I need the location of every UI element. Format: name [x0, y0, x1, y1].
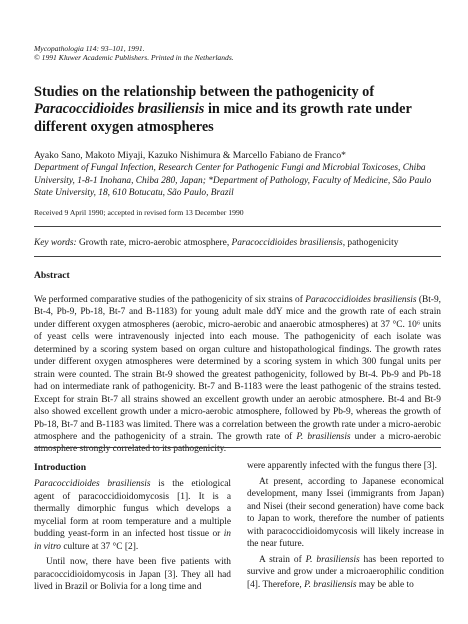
intro-paragraph: were apparently infected with the fungus there [3]. — [247, 461, 438, 471]
affiliation: Department of Fungal Infection, Research Center for Pathogenic Fungi and Microbial Toxicoses, Chiba University, 1-8-1 Inohana, Chiba 280, Japan; *Department of Pathology, Faculty of Medicine, São Paulo State University, 18, 610 Botucatu, São Paulo, Brazil — [34, 163, 432, 199]
keywords — [34, 238, 442, 249]
abstract-text: We performed comparative studies of the pathogenicity of six strains of — [34, 295, 306, 305]
abstract-heading: Abstract — [34, 270, 70, 281]
divider — [34, 226, 441, 227]
article-title — [34, 84, 444, 136]
keywords-species: Paracoccidioides brasiliensis — [231, 238, 343, 248]
keywords-label: Key words: — [34, 238, 77, 248]
author-list: Ayako Sano, Makoto Miyaji, Kazuko Nishimura & Marcello Fabiano de Franco* — [34, 150, 346, 161]
title-part-2: in mice and its growth rate under different oxygen atmospheres — [34, 101, 412, 135]
abstract-species: Paracoccidioides brasiliensis — [305, 295, 417, 305]
title-part-1: Studies on the relationship between the pathogenicity of — [34, 84, 375, 100]
keywords-text: Growth rate, micro-aerobic atmosphere, — [76, 238, 232, 248]
received-date: Received 9 April 1990; accepted in revised form 13 December 1990 — [34, 208, 244, 217]
abstract-body — [34, 294, 441, 456]
intro-text: has been reported to survive and grow under a microaerophilic condition [4]. Therefore, — [247, 554, 444, 590]
journal-reference — [34, 44, 234, 62]
intro-text: culture at 37 °C [2]. — [61, 541, 139, 552]
journal-citation: Mycopathologia 114: 93–101, 1991. — [34, 44, 145, 53]
intro-italic: in in vitro — [34, 529, 231, 552]
divider — [34, 447, 441, 448]
divider — [34, 256, 441, 257]
intro-text: is the etiological agent of paracoccidioidomycosis [1]. It is a thermally dimorphic fungus which develops a mycelial form at room temperature and a multiple budding yeast-form in an infected host tissue or — [34, 479, 231, 539]
intro-paragraph — [34, 478, 231, 553]
abstract-text: under a micro-aerobic atmosphere strongly correlated to its pathogenicity. — [34, 431, 441, 455]
intro-paragraph — [247, 554, 444, 592]
right-column — [247, 460, 444, 591]
intro-paragraph: Until now, there have been five patients with paracoccidioidomycosis in Japan [3]. They all had lived in Brazil or Bolivia for a long time and — [34, 557, 231, 592]
title-species: Paracoccidioides brasiliensis — [34, 101, 205, 118]
intro-text: may be able to — [356, 579, 414, 590]
intro-text: A strain of — [259, 554, 306, 565]
intro-paragraph: At present, according to Japanese economical development, many Issei (immigrants from Japan) and Nisei (their second generation) have come back to Japan to work, therefore the number of patients with paracoccidioidomycosis will likely increase in the near future. — [247, 476, 444, 549]
intro-species: Paracoccidioides brasiliensis — [34, 479, 151, 489]
copyright-line: © 1991 Kluwer Academic Publishers. Printed in the Netherlands. — [34, 53, 234, 62]
abstract-text: (Bt-9, Bt-4, Pb-9, Pb-18, Bt-7 and B-1183) for young adult male ddY mice and the growth rate of each strain under different oxygen atmospheres (aerobic, micro-aerobic and anaerobic atmospheres) at 37 °C. 10⁶ units of yeast cells were intravenously injected into each mouse. The pathogenicity of each isolate was determined by a scoring system based on organ culture and histopathological findings. The growth rates under different oxygen atmospheres were determined by a scoring system in which 300 fungal units per strain were counted. The strain Bt-9 showed the greatest pathogenicity, followed by Bt-4. Pb-9 and Pb-18 had on intermediate rank of pathogenicity. Bt-7 and B-1183 were the least pathogenic of the strains tested. Except for strain Bt-7 all strains showed an excellent growth under an aerobic atmosphere. Bt-4 and Bt-9 also showed excellent growth under a micro-aerobic atmosphere, followed by Pb-9, whereas the growth of Pb-18, Bt-7 and B-1183 was limited. There was a correlation between the growth rate under a micro-aerobic atmosphere and the pathogenicity of a strain. The growth rate of — [34, 295, 442, 442]
intro-species: P. brasiliensis — [305, 554, 360, 565]
keywords-text-end: , pathogenicity — [342, 238, 399, 248]
abstract-species: P. brasiliensis — [296, 431, 351, 442]
left-column — [34, 478, 231, 594]
introduction-heading: Introduction — [34, 462, 87, 473]
intro-species: P. brasiliensis — [304, 579, 357, 590]
